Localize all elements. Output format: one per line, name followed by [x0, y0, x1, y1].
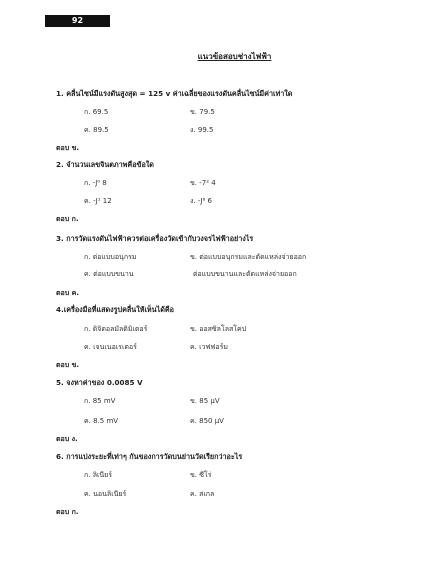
question-1-option-b: ข. 79.5 [190, 108, 215, 116]
question-6-option-d: ค. สเกล [190, 490, 215, 498]
question-3-option-b: ข. ต่อแบบอนุกรมและตัดแหล่งจ่ายออก [190, 253, 307, 261]
question-1-option-c: ค. 89.5 [84, 126, 109, 134]
question-4-title: 4.เครื่องมือที่แสดงรูปคลื่นให้เห็นได้คือ [56, 305, 174, 314]
question-6-option-c: ค. นอนลิเนียร์ [84, 490, 127, 498]
question-5-option-c: ค. 8.5 mV [84, 417, 119, 425]
question-6-title: 6. การแบ่งระยะที่เท่าๆ กันของการวัดบนย่านวัดเรียกว่าอะไร [56, 452, 243, 461]
question-6-option-a: ก. ลิเนียร์ [84, 471, 113, 479]
question-6-option-b: ข. ซีโร่ [190, 471, 212, 479]
question-1-option-d: ง. 99.5 [190, 126, 214, 134]
question-4-option-a: ก. ดิจิตอลมัลติมิเตอร์ [84, 325, 148, 333]
question-1-title: 1. คลื่นไซน์มีแรงดันสูงสุด = 125 v ค่าเฉลี่ยของแรงดันคลื่นไซน์มีค่าเท่าใด [56, 89, 293, 98]
question-2-title: 2. จำนวนเลขจินตภาพคือข้อใด [56, 160, 154, 169]
question-5-option-d: ค. 850 µV [190, 417, 224, 425]
question-1-answer: ตอบ ข. [56, 144, 80, 152]
question-3-title: 3. การวัดแรงดันไฟฟ้าควรต่อเครื่องวัดเข้ากับวงจรไฟฟ้าอย่างไร [56, 234, 254, 243]
question-5-option-a: ก. 85 mV [84, 397, 116, 405]
question-2-option-c: ค. -J¹ 12 [84, 197, 112, 205]
question-5-answer: ตอบ ง. [56, 435, 78, 443]
document-title: แนวข้อสอบช่างไฟฟ้า [197, 52, 272, 61]
question-2-option-b: ข. -7² 4 [190, 179, 216, 187]
question-4-answer: ตอบ ข. [56, 361, 80, 369]
question-1-option-a: ก. 69.5 [84, 108, 109, 116]
question-4-option-c: ค. เจนเนอเรเตอร์ [84, 343, 137, 351]
page-number: 92 [45, 15, 110, 27]
question-2-option-d: ง. -J⁶ 6 [190, 197, 212, 205]
question-5-option-b: ข. 85 µV [190, 397, 220, 405]
question-3-option-a: ก. ต่อแบบอนุกรม [84, 253, 137, 261]
question-5-title: 5. จงหาค่าของ 0.0085 V [56, 378, 143, 387]
question-2-answer: ตอบ ก. [56, 215, 79, 223]
question-4-option-b: ข. ออสซิลโลสโคป [190, 325, 247, 333]
question-4-option-d: ค. เวฟฟอร์ม [190, 343, 228, 351]
question-3-answer: ตอบ ค. [56, 289, 79, 297]
question-3-option-c: ค. ต่อแบบขนาน [84, 270, 134, 278]
question-2-option-a: ก. -J⁰ 8 [84, 179, 107, 187]
question-6-answer: ตอบ ก. [56, 508, 79, 516]
question-3-option-d: ต่อแบบขนานและตัดแหล่งจ่ายออก [193, 270, 297, 278]
